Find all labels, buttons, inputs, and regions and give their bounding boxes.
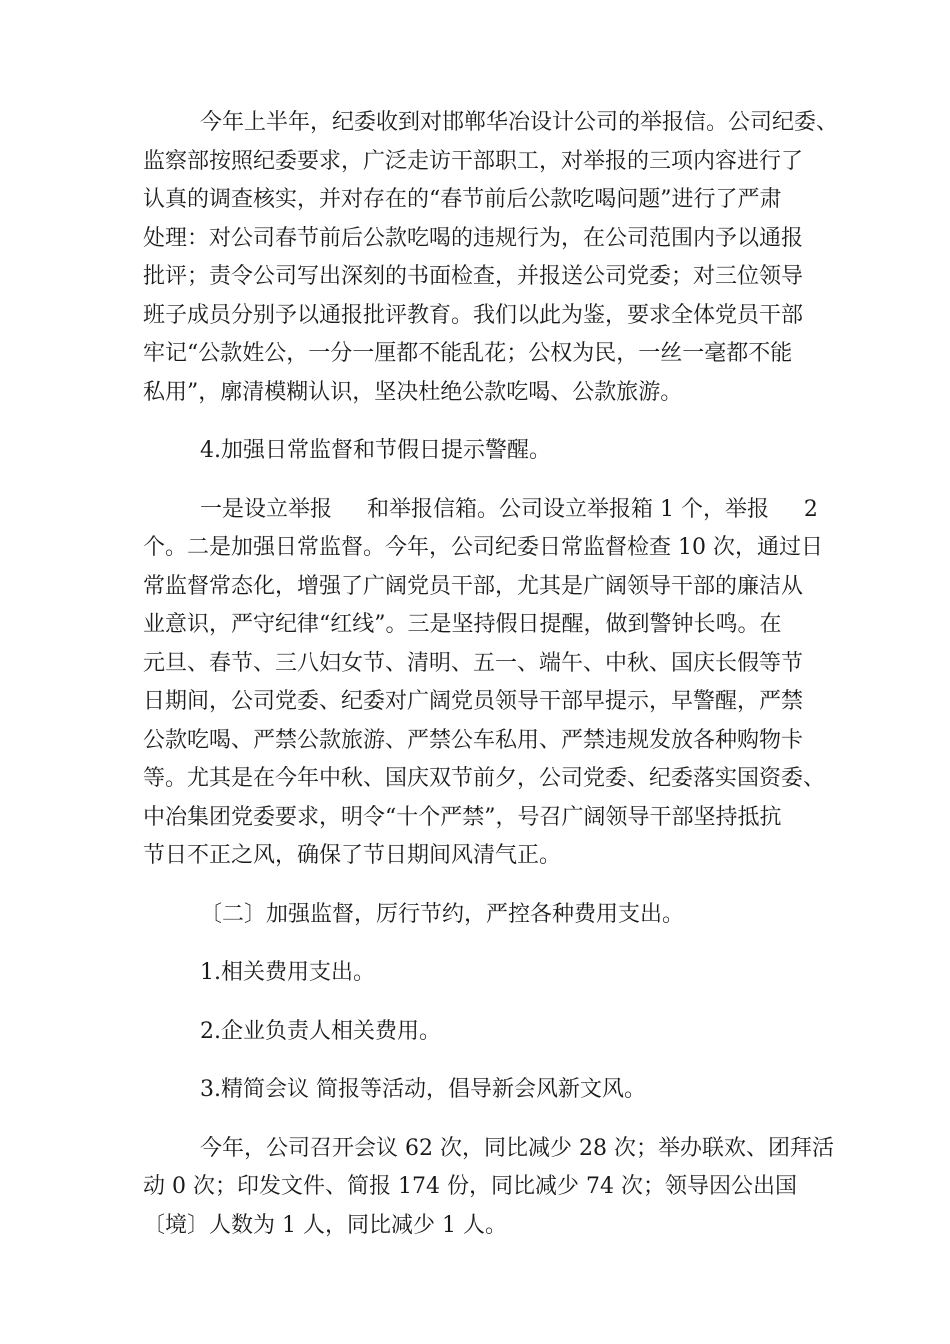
text-line: 等。尤其是在今年中秋、国庆双节前夕，公司党委、纪委落实国资委、	[143, 766, 826, 791]
text-line: 一是设立举报 和举报信箱。公司设立举报箱 1 个，举报 2	[200, 496, 818, 522]
text-line: 中冶集团党委要求，明令“十个严禁”，号召广阔领导干部坚持抵抗	[143, 804, 782, 830]
section-heading	[143, 896, 823, 935]
paragraph-meeting-stats	[143, 1130, 834, 1246]
section-heading	[143, 1071, 823, 1110]
text-line: 〔二〕加强监督，厉行节约，严控各种费用支出。	[200, 901, 685, 927]
document-body	[143, 104, 839, 1245]
text-line: 私用”，廓清模糊认识，坚决杜绝公款吃喝、公款旅游。	[143, 379, 683, 405]
text-line: 节日不正之风，确保了节日期间风清气正。	[143, 843, 562, 868]
text-line: 2.企业负责人相关费用。	[200, 1018, 441, 1044]
paragraph-report-letter	[143, 104, 839, 412]
text-line: 认真的调查核实，并对存在的“春节前后公款吃喝问题”进行了严肃	[143, 187, 782, 212]
text-line: 1.相关费用支出。	[200, 960, 375, 985]
text-line: 班子成员分别予以通报批评教育。我们以此为鉴，要求全体党员干部	[143, 302, 804, 328]
text-line: 处理：对公司春节前后公款吃喝的违规行为，在公司范围内予以通报	[143, 225, 804, 251]
section-heading	[143, 1013, 823, 1052]
text-line: 常监督常态化，增强了广阔党员干部，尤其是广阔领导干部的廉洁从	[143, 573, 804, 599]
text-line: 个。二是加强日常监督。今年，公司纪委日常监督检查 10 次，通过日	[143, 535, 823, 560]
section-heading	[143, 432, 823, 471]
text-line: 4.加强日常监督和节假日提示警醒。	[200, 438, 551, 463]
text-line: 牢记“公款姓公，一分一厘都不能乱花；公权为民，一丝一毫都不能	[143, 341, 793, 366]
text-line: 批评；责令公司写出深刻的书面检查，并报送公司党委；对三位领导	[143, 264, 804, 289]
text-line: 今年，公司召开会议 62 次，同比减少 28 次；举办联欢、团拜活	[200, 1135, 834, 1161]
text-line: 日期间，公司党委、纪委对广阔党员领导干部早提示，早警醒，严禁	[143, 689, 804, 714]
text-line: 业意识，严守纪律“红线”。三是坚持假日提醒，做到警钟长鸣。在	[143, 612, 782, 637]
text-line: 〔境〕人数为 1 人，同比减少 1 人。	[143, 1212, 507, 1238]
paragraph-daily-supervision	[143, 491, 826, 876]
text-line: 元旦、春节、三八妇女节、清明、五一、端午、中秋、国庆长假等节	[143, 650, 804, 676]
text-line: 动 0 次；印发文件、简报 174 份，同比减少 74 次；领导因公出国	[143, 1174, 797, 1199]
section-heading	[143, 954, 823, 993]
text-line: 3.精简会议 简报等活动，倡导新会风新文风。	[200, 1077, 646, 1102]
text-line: 今年上半年，纪委收到对邯郸华冶设计公司的举报信。公司纪委、	[200, 110, 839, 135]
text-line: 监察部按照纪委要求，广泛走访干部职工，对举报的三项内容进行了	[143, 148, 804, 174]
text-line: 公款吃喝、严禁公款旅游、严禁公车私用、严禁违规发放各种购物卡	[143, 727, 804, 753]
